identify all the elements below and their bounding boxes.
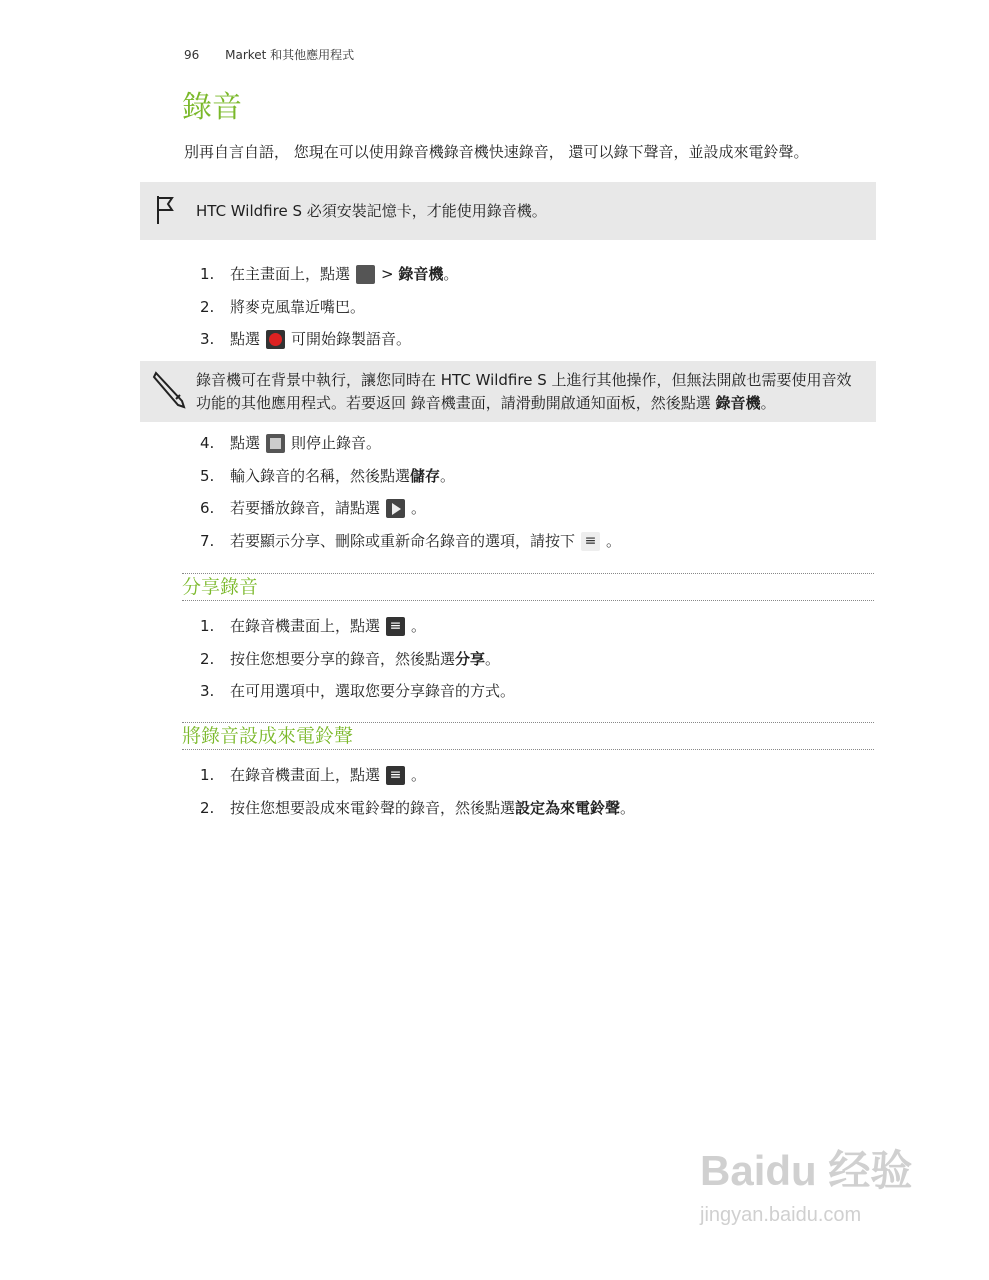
pencil-icon <box>152 369 188 413</box>
list-item: 5. 輸入錄音的名稱，然後點選儲存。 <box>200 466 456 485</box>
list-item: 1. 在錄音機畫面上，點選 ≡ 。 <box>200 617 427 635</box>
list-item: 7. 若要顯示分享、刪除或重新命名錄音的選項，請按下 ≡ 。 <box>200 531 622 550</box>
menu-icon: ≡ <box>386 766 405 785</box>
stop-icon <box>266 434 285 453</box>
list-item: 2. 按住您想要設成來電鈴聲的錄音，然後點選設定為來電鈴聲。 <box>200 798 636 817</box>
list-item: 1. 在錄音機畫面上，點選 ≡ 。 <box>200 766 427 784</box>
watermark-brand: Baidu 经验 <box>700 1147 913 1194</box>
note-box-memory-card <box>140 182 876 240</box>
steps-list-b <box>200 432 621 562</box>
list-item: 3. 點選 可開始錄製語音。 <box>200 330 412 348</box>
all-apps-icon <box>356 265 375 284</box>
flag-icon <box>152 194 176 230</box>
note-box-background <box>140 361 876 422</box>
steps-list-a <box>200 263 458 361</box>
page-number: 96 <box>184 48 200 62</box>
list-item: 2. 將麥克風靠近嘴巴。 <box>200 297 366 316</box>
section-heading-ringtone: 將錄音設成來電鈴聲 <box>182 722 874 750</box>
list-item: 4. 點選 則停止錄音。 <box>200 434 382 452</box>
steps-list-ringtone <box>200 764 635 829</box>
steps-list-share <box>200 615 515 713</box>
page-title: 錄音 <box>182 90 242 125</box>
list-item: 6. 若要播放錄音，請點選 。 <box>200 499 427 517</box>
list-item: 1. 在主畫面上，點選 > 錄音機。 <box>200 265 459 283</box>
list-item: 2. 按住您想要分享的錄音，然後點選分享。 <box>200 649 501 668</box>
intro-paragraph: 別再自言自語， 您現在可以使用錄音機錄音機快速錄音， 還可以錄下聲音，並設成來電鈴聲。 <box>184 143 809 161</box>
section-heading-share: 分享錄音 <box>182 573 874 601</box>
note-text: 錄音機可在背景中執行，讓您同時在 HTC Wildfire S 上進行其他操作，但無法開啟也需要使用音效功能的其他應用程式。若要返回 錄音機畫面，請滑動開啟通知面板，然後點選 錄音機。 <box>196 371 852 412</box>
menu-key-icon: ≡ <box>581 532 600 551</box>
menu-icon: ≡ <box>386 617 405 636</box>
watermark-url: jingyan.baidu.com <box>700 1204 862 1226</box>
play-icon <box>386 499 405 518</box>
watermark <box>700 1138 912 1227</box>
note-text: HTC Wildfire S 必須安裝記憶卡，才能使用錄音機。 <box>196 202 547 220</box>
record-icon <box>266 330 285 349</box>
list-item: 3. 在可用選項中，選取您要分享錄音的方式。 <box>200 682 516 700</box>
running-head: Market 和其他應用程式 <box>225 48 355 62</box>
page-header <box>184 46 354 63</box>
